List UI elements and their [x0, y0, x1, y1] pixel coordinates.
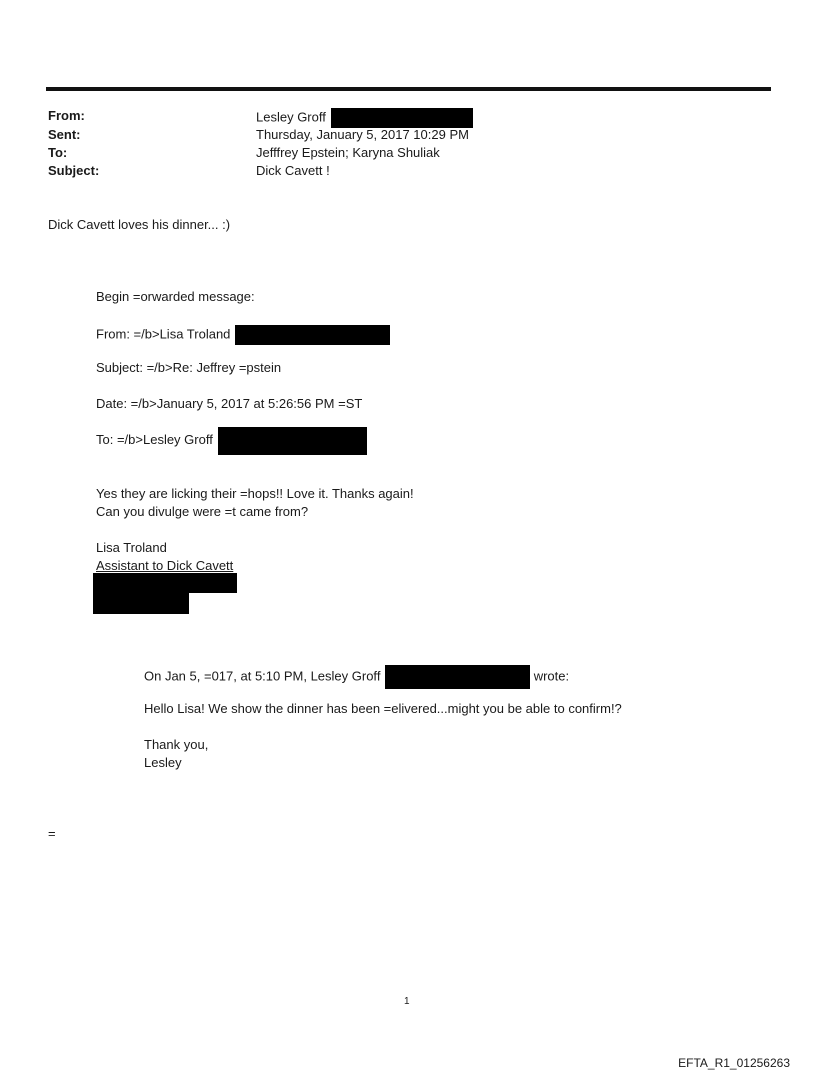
- quoted-message: Hello Lisa! We show the dinner has been =elivered...might you be able to confirm!?: [144, 701, 622, 716]
- quoted-thanks: Thank you,: [144, 737, 209, 752]
- body-intro: Dick Cavett loves his dinner... :): [48, 217, 231, 232]
- forward-message-line2: Can you divulge were =t came from?: [96, 504, 309, 519]
- subject-value: Dick Cavett !: [256, 163, 330, 178]
- quoted-on-prefix: On Jan 5, =017, at 5:10 PM, Lesley Groff: [144, 668, 381, 684]
- redaction-block: [385, 665, 530, 689]
- quoted-on-suffix: wrote:: [533, 668, 570, 684]
- sent-label: Sent:: [48, 127, 81, 142]
- signature-title: Assistant to Dick Cavett: [96, 558, 234, 573]
- forward-date: Date: =/b>January 5, 2017 at 5:26:56 PM =ST: [96, 396, 363, 411]
- forward-message-line1: Yes they are licking their =hops!! Love it. Thanks again!: [96, 486, 414, 501]
- to-value: Jefffrey Epstein; Karyna Shuliak: [256, 145, 440, 160]
- redaction-block: [235, 325, 390, 345]
- to-label: To:: [48, 145, 68, 160]
- header-rule: [46, 87, 771, 91]
- trailing-equals: =: [48, 826, 56, 841]
- redaction-block: [93, 593, 189, 614]
- forward-begin: Begin =orwarded message:: [96, 289, 255, 304]
- quoted-name: Lesley: [144, 755, 182, 770]
- redaction-block: [93, 573, 237, 593]
- redaction-block: [331, 108, 473, 128]
- from-label: From:: [48, 108, 85, 123]
- forward-to: To: =/b>Lesley Groff: [96, 432, 213, 447]
- quoted-on-line: [144, 665, 569, 689]
- bates-number: EFTA_R1_01256263: [678, 1056, 790, 1070]
- from-name: Lesley Groff: [256, 109, 326, 125]
- forward-from-text: From: =/b>Lisa Troland: [96, 326, 231, 342]
- sent-value: Thursday, January 5, 2017 10:29 PM: [256, 127, 469, 142]
- forward-subject: Subject: =/b>Re: Jeffrey =pstein: [96, 360, 282, 375]
- from-value: [256, 108, 473, 128]
- subject-label: Subject:: [48, 163, 100, 178]
- page-number: 1: [404, 996, 410, 1007]
- redaction-block: [218, 427, 367, 455]
- forward-from: [96, 325, 390, 345]
- signature-name: Lisa Troland: [96, 540, 167, 555]
